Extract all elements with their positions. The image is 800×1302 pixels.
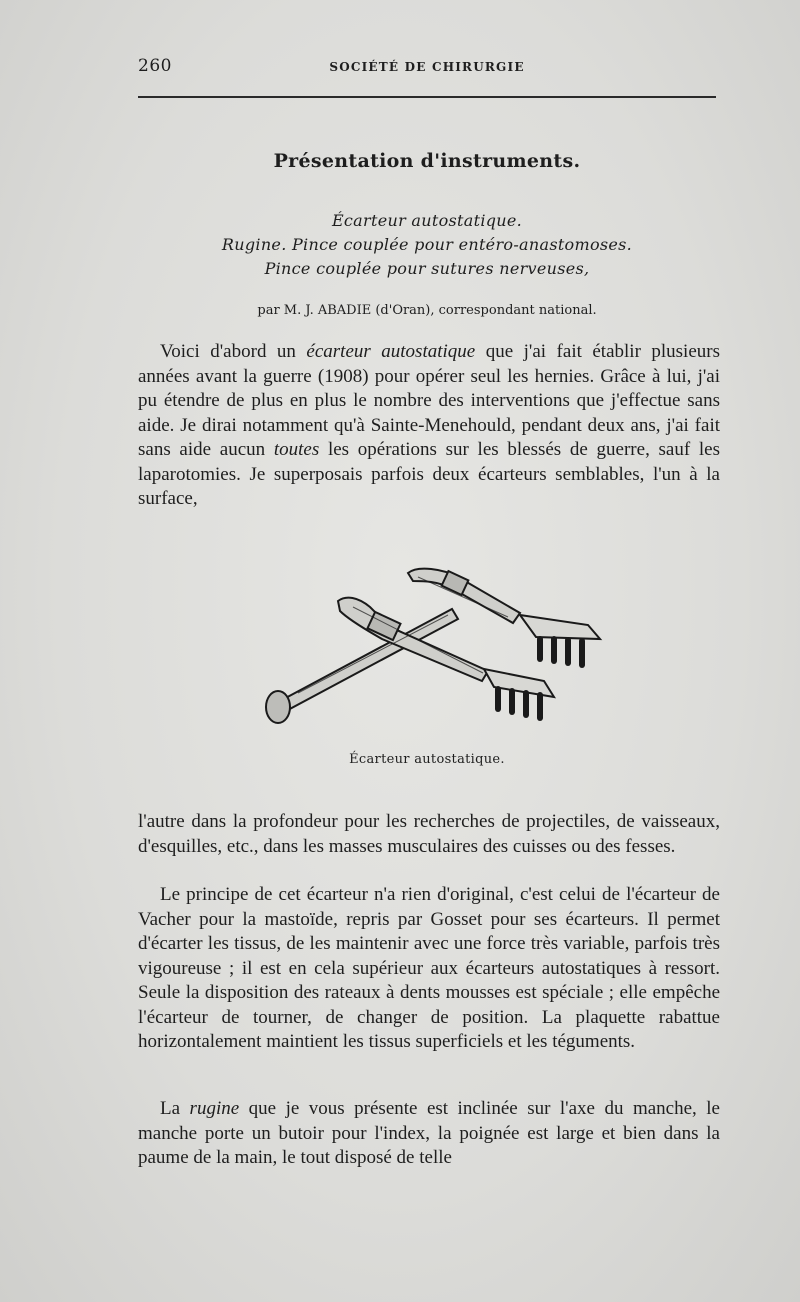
figure-caption: Écarteur autostatique. bbox=[349, 752, 505, 767]
subtitle-ecarteur: Écarteur autostatique. bbox=[331, 211, 523, 230]
byline: par M. J. ABADIE (d'Oran), correspondant national. bbox=[257, 303, 597, 318]
section-title: Présentation d'instruments. bbox=[273, 150, 581, 172]
retractor-illustration bbox=[258, 555, 608, 745]
paragraph-1: Voici d'abord un écarteur autostatique que j'ai fait établir plusieurs années avant la guerre (1908) pour opérer seul les hernies. Grâce à lui, j'ai pu étendre de plus en plus le nombre des interventions que j'effectue sans aide. Je dirai notamment qu'à Sainte-Menehould, pendant deux ans, j'ai fait sans aide aucun toutes les opérations sur les blessés de guerre, sauf les laparotomies. Je superposais parfois deux écarteurs semblables, l'un à la surface, bbox=[138, 341, 720, 509]
subtitle-rugine: Rugine. Pince couplée pour entéro-anastomoses. bbox=[221, 235, 633, 254]
paragraph-3: Le principe de cet écarteur n'a rien d'original, c'est celui de l'écarteur de Vacher pour la mastoïde, repris par Gosset pour ses écarteurs. Il permet d'écarter les tissus, de les maintenir avec une force très variable, parfois très vigoureuse ; il est en cela supérieur aux écarteurs autostatiques à ressort. Seule la disposition des rateaux à dents mousses est spéciale ; elle empêche l'écarteur de tourner, de changer de position. La plaquette rabattue horizontalement maintient les tissus superficiels et les téguments. bbox=[138, 884, 720, 1052]
paragraph-4: La rugine que je vous présente est inclinée sur l'axe du manche, le manche porte un butoir pour l'index, la poignée est large et bien dans la paume de la main, le tout disposé de telle bbox=[138, 1098, 720, 1168]
subtitle-pince: Pince couplée pour sutures nerveuses, bbox=[264, 259, 590, 278]
paragraph-2: l'autre dans la profondeur pour les recherches de projectiles, de vaisseaux, d'esquilles, etc., dans les masses musculaires des cuisses ou des fesses. bbox=[138, 811, 720, 857]
page-header bbox=[138, 56, 716, 80]
page-number: 260 bbox=[138, 56, 172, 76]
header-rule bbox=[138, 96, 716, 98]
running-head: SOCIÉTÉ DE CHIRURGIE bbox=[329, 60, 525, 74]
